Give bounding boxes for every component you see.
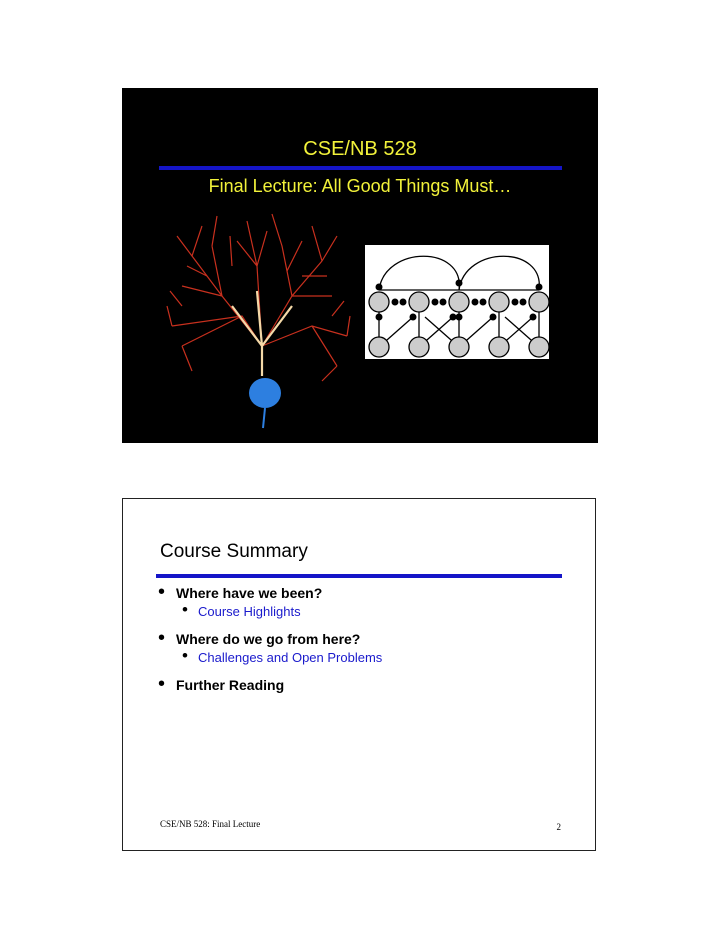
slide-subtitle: Final Lecture: All Good Things Must… bbox=[208, 176, 512, 196]
bullet-icon: • bbox=[158, 673, 166, 695]
title-rule bbox=[159, 166, 562, 170]
bullet-item bbox=[156, 629, 576, 649]
slide-title: Course Summary bbox=[160, 541, 308, 562]
slide-footer: CSE/NB 528: Final Lecture bbox=[160, 819, 261, 829]
bullet-icon: • bbox=[158, 627, 166, 649]
bullet-text: Where have we been? bbox=[176, 585, 323, 601]
page-number: 2 bbox=[556, 822, 561, 832]
title-rule bbox=[156, 574, 562, 578]
bullet-item bbox=[156, 675, 576, 695]
title-slide bbox=[122, 88, 598, 443]
bullet-icon: • bbox=[158, 581, 166, 603]
bullet-text: Where do we go from here? bbox=[176, 631, 361, 647]
sub-bullet-item bbox=[156, 600, 576, 621]
bullet-icon: • bbox=[182, 646, 188, 665]
sub-bullet-text: Course Highlights bbox=[198, 604, 301, 619]
summary-slide bbox=[122, 498, 596, 851]
sub-bullet-item bbox=[156, 646, 576, 667]
bullet-item bbox=[156, 583, 576, 603]
bullet-text: Further Reading bbox=[176, 677, 285, 693]
bullet-list bbox=[156, 583, 576, 695]
sub-bullet-text: Challenges and Open Problems bbox=[198, 650, 383, 665]
bullet-icon: • bbox=[182, 600, 188, 619]
network-diagram bbox=[365, 245, 549, 359]
purkinje-neuron-image bbox=[162, 206, 352, 431]
slide-title: CSE/NB 528 bbox=[303, 138, 417, 160]
